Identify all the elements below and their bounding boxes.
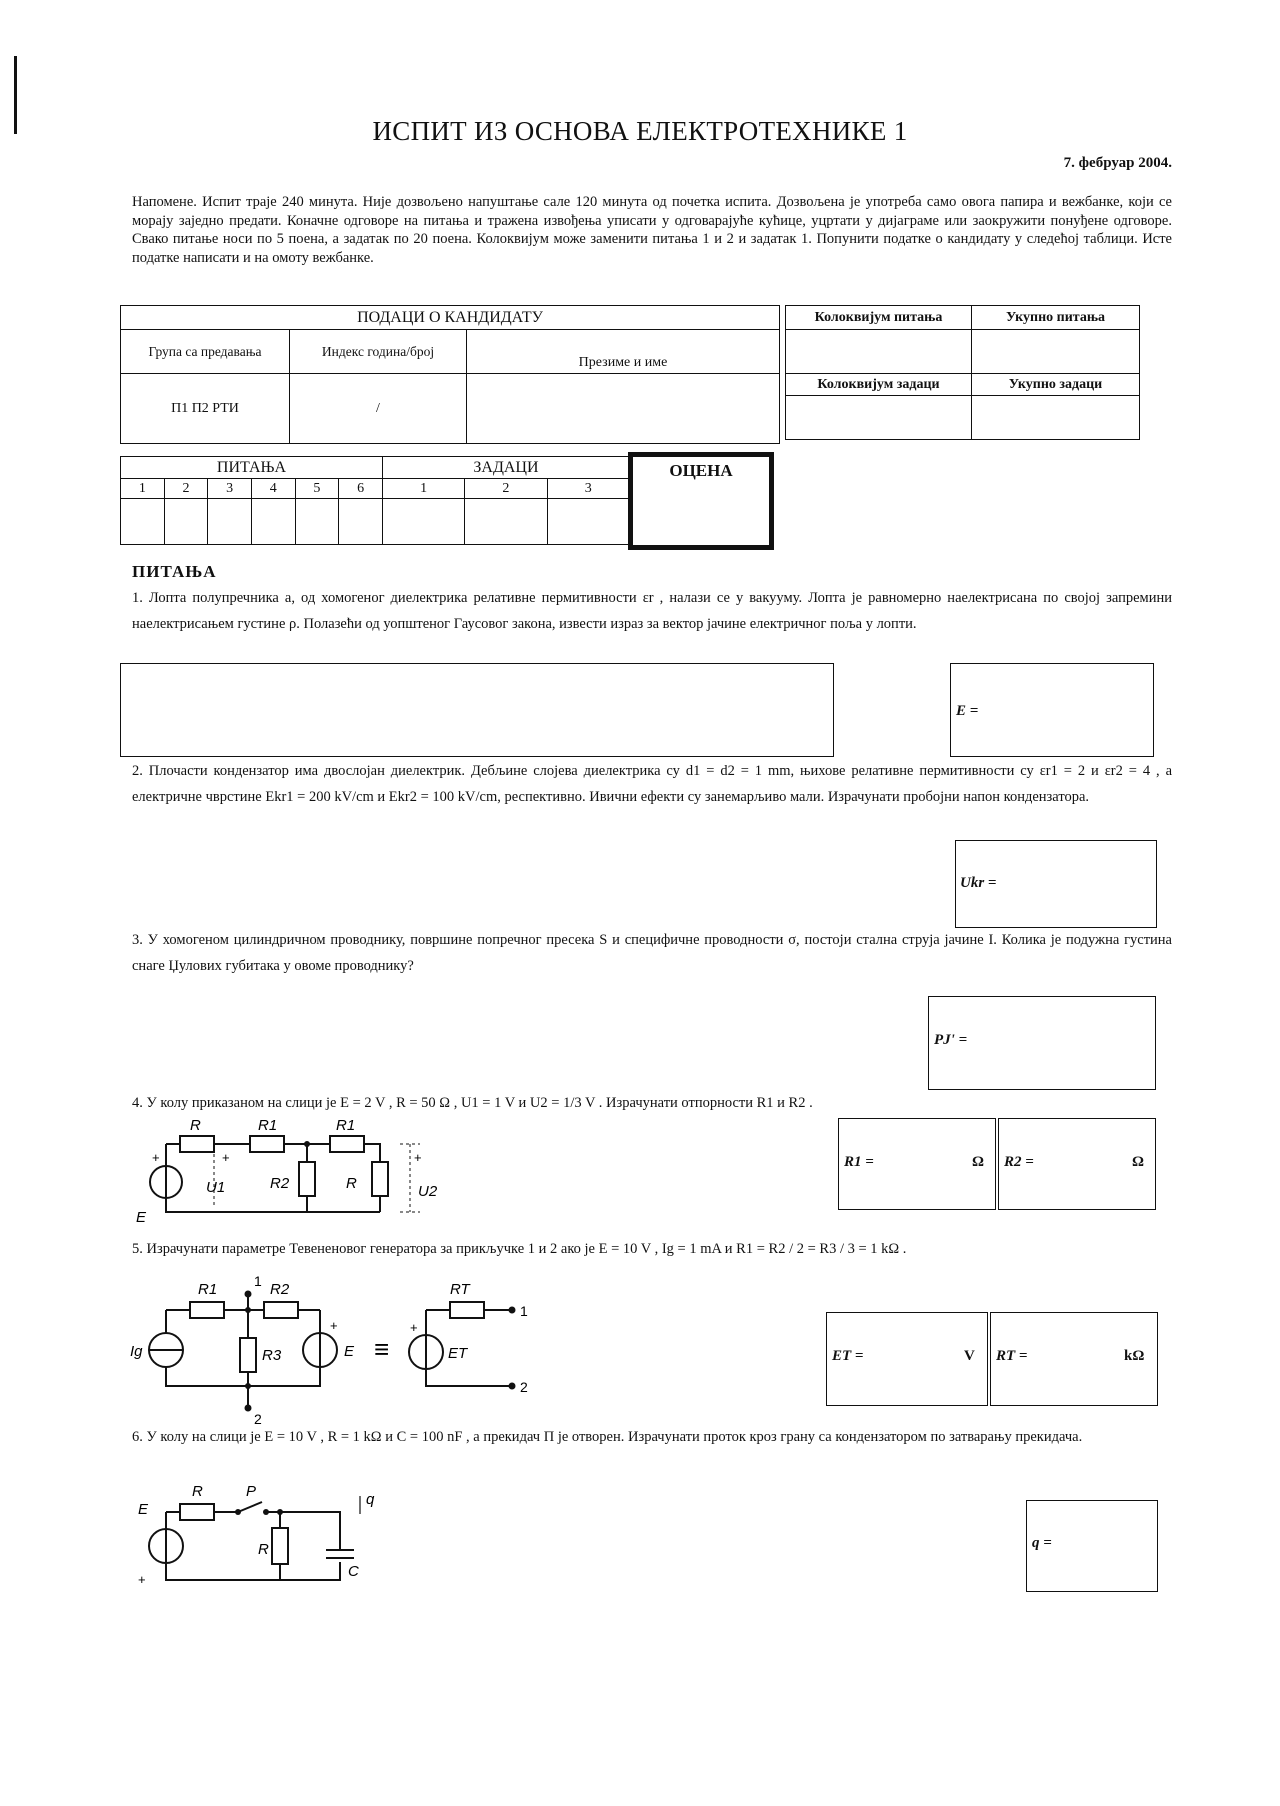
c5-label-r2: R2 bbox=[270, 1281, 290, 1298]
kolokvijum-pitanja-field[interactable] bbox=[786, 330, 972, 374]
z-score-cell[interactable] bbox=[382, 499, 464, 545]
q-number: 6 bbox=[339, 479, 383, 499]
question-4-r1-label: R1 = bbox=[844, 1154, 874, 1170]
circuit-5-diagram bbox=[130, 1266, 550, 1426]
q-score-cell[interactable] bbox=[121, 499, 165, 545]
score-grid bbox=[120, 456, 630, 545]
ukupno-zadaci-label: Укупно задаци bbox=[972, 374, 1140, 396]
c5-label-et: ET bbox=[448, 1345, 468, 1362]
grade-box[interactable]: ОЦЕНА bbox=[628, 452, 774, 550]
c5-label-out-2: 2 bbox=[520, 1379, 528, 1395]
question-2-answer-label: Ukr = bbox=[960, 875, 997, 891]
c5-label-plus: + bbox=[330, 1318, 338, 1333]
question-1-answer-label: E = bbox=[956, 703, 979, 719]
exam-notes: Напомене. Испит траје 240 минута. Није дозвољено напуштање сале 120 минута од почетка испита. Дозвољена је употреба само овога папира и вежбанке, који се морају заједно предати. Коначне одговоре на питања и тражена извођења уписати у одговарајуће кућице, уцртати у дијаграме или заокружити понуђене одговоре. Свако питање носи по 5 поена, а задатак по 20 поена. Колоквијум може заменити питања 1 и 2 и задатак 1. Попунити податке о кандидату у следећој таблици. Исте податке написати и на омоту вежбанке. bbox=[132, 194, 1172, 266]
q-score-cell[interactable] bbox=[208, 499, 252, 545]
q-number: 1 bbox=[121, 479, 165, 499]
question-5-et-unit: V bbox=[964, 1348, 975, 1364]
question-3-answer-label: PJ' = bbox=[934, 1032, 968, 1048]
question-1-work-area[interactable] bbox=[120, 663, 834, 757]
c5-label-plus-et: + bbox=[410, 1320, 418, 1335]
kolokvijum-zadaci-field[interactable] bbox=[786, 396, 972, 440]
resistor-r2 bbox=[299, 1162, 315, 1196]
question-4-r1-unit: Ω bbox=[972, 1154, 985, 1170]
resistor-r2 bbox=[264, 1302, 298, 1318]
question-4-r2-unit: Ω bbox=[1132, 1154, 1145, 1170]
name-label: Презиме и име bbox=[467, 330, 780, 374]
zadaci-heading: ЗАДАЦИ bbox=[382, 457, 629, 479]
c6-label-p: P bbox=[246, 1483, 257, 1500]
group-label: Група са предавања bbox=[121, 330, 290, 374]
c4-label-r: R bbox=[190, 1117, 201, 1134]
kolokvijum-zadaci-label: Колоквијум задаци bbox=[786, 374, 972, 396]
c5-label-rt: RT bbox=[450, 1281, 470, 1298]
q-number: 2 bbox=[164, 479, 208, 499]
c4-label-plus: + bbox=[152, 1150, 160, 1165]
z-score-cell[interactable] bbox=[465, 499, 547, 545]
question-1-answer-box[interactable] bbox=[950, 663, 1154, 757]
candidate-table bbox=[120, 305, 780, 444]
candidate-heading: ПОДАЦИ О КАНДИДАТУ bbox=[121, 306, 780, 330]
circuit-6-diagram bbox=[130, 1478, 390, 1588]
c6-label-c: C bbox=[348, 1563, 359, 1580]
question-1-text: 1. Лопта полупречника a, од хомогеног диелектрика релативне пермитивности εr , налази се у вакууму. Лопта је равномерно наелектрисана по својој запремини наелектрисањем густине ρ. Полазећи од уопштеног Гаусовог закона, извести израз за вектор јачине електричног поља у лопти. bbox=[132, 590, 1172, 632]
c4-label-plus-u1: + bbox=[222, 1150, 230, 1165]
c5-label-r3: R3 bbox=[262, 1347, 282, 1364]
z-number: 2 bbox=[465, 479, 547, 499]
c5-label-r1: R1 bbox=[198, 1281, 218, 1298]
question-6-answer-label: q = bbox=[1032, 1535, 1052, 1551]
q-score-cell[interactable] bbox=[251, 499, 295, 545]
c6-label-q: q bbox=[366, 1491, 375, 1508]
c6-label-r2: R bbox=[258, 1541, 269, 1558]
score-summary-table bbox=[785, 305, 1140, 440]
resistor-r2 bbox=[272, 1528, 288, 1564]
ukupno-pitanja-field[interactable] bbox=[972, 330, 1140, 374]
q-number: 4 bbox=[251, 479, 295, 499]
pitanja-heading: ПИТАЊА bbox=[121, 457, 383, 479]
c6-label-r: R bbox=[192, 1483, 203, 1500]
c5-label-ig: Ig bbox=[130, 1343, 143, 1360]
z-score-cell[interactable] bbox=[547, 499, 629, 545]
c4-label-plus-u2: + bbox=[414, 1150, 422, 1165]
capacitor-c bbox=[326, 1550, 354, 1558]
resistor-r3 bbox=[240, 1338, 256, 1372]
question-5-rt-label: RT = bbox=[996, 1348, 1028, 1364]
resistor-r1b bbox=[330, 1136, 364, 1152]
index-label: Индекс година/број bbox=[290, 330, 467, 374]
ukupno-pitanja-label: Укупно питања bbox=[972, 306, 1140, 330]
resistor-r1a bbox=[250, 1136, 284, 1152]
questions-heading: ПИТАЊА bbox=[132, 562, 217, 581]
switch-p bbox=[238, 1502, 262, 1512]
question-6-text: 6. У колу на слици је E = 10 V , R = 1 kΩ и C = 100 nF , а прекидач П је отворен. Израчунати проток кроз грану са кондензатором по затварању прекидача. bbox=[132, 1429, 1083, 1445]
z-number: 3 bbox=[547, 479, 629, 499]
q-number: 5 bbox=[295, 479, 339, 499]
exam-title: ИСПИТ ИЗ ОСНОВА ЕЛЕКТРОТЕХНИКЕ 1 bbox=[372, 116, 908, 146]
c4-label-u1: U1 bbox=[206, 1179, 226, 1196]
resistor-r3 bbox=[372, 1162, 388, 1196]
z-number: 1 bbox=[382, 479, 464, 499]
index-field[interactable]: / bbox=[290, 374, 467, 444]
resistor-rt bbox=[450, 1302, 484, 1318]
question-4-r2-label: R2 = bbox=[1004, 1154, 1034, 1170]
c4-label-r3: R bbox=[346, 1175, 357, 1192]
ukupno-zadaci-field[interactable] bbox=[972, 396, 1140, 440]
circuit-4-diagram bbox=[130, 1112, 440, 1224]
question-2-text: 2. Плочасти кондензатор има двослојан диелектрик. Дебљине слојева диелектрика су d1 = d2 = 1 mm, њихове релативне пермитивности су εr1 = 2 и εr2 = 4 , а електричне чврстине Ekr1 = 200 kV/cm и Ekr2 = 100 kV/cm, респективно. Ивични ефекти су занемарљиво мали. Израчунати пробојни напон кондензатора. bbox=[132, 763, 1172, 805]
c6-label-plus: + bbox=[138, 1572, 146, 1587]
c4-label-r1b: R1 bbox=[336, 1117, 356, 1134]
c4-label-r2: R2 bbox=[270, 1175, 290, 1192]
c6-label-e: E bbox=[138, 1501, 149, 1518]
resistor-r bbox=[180, 1504, 214, 1520]
c5-label-terminal-1: 1 bbox=[254, 1273, 262, 1289]
c4-label-u2: U2 bbox=[418, 1183, 438, 1200]
group-options[interactable]: П1 П2 РТИ bbox=[121, 374, 290, 444]
question-5-text: 5. Израчунати параметре Тевененовог генератора за прикључке 1 и 2 ако је E = 10 V , Ig = 1 mA и R1 = R2 / 2 = R3 / 3 = 1 kΩ . bbox=[132, 1241, 907, 1257]
q-score-cell[interactable] bbox=[295, 499, 339, 545]
c5-equivalence-sign: ≡ bbox=[374, 1334, 390, 1364]
q-number: 3 bbox=[208, 479, 252, 499]
question-4-text: 4. У колу приказаном на слици је E = 2 V , R = 50 Ω , U1 = 1 V и U2 = 1/3 V . Израчунати отпорности R1 и R2 . bbox=[132, 1095, 813, 1111]
c4-label-r1a: R1 bbox=[258, 1117, 278, 1134]
resistor-r bbox=[180, 1136, 214, 1152]
q-score-cell[interactable] bbox=[339, 499, 383, 545]
exam-date: 7. фебруар 2004. bbox=[1063, 155, 1172, 171]
question-3-text: 3. У хомогеном цилиндричном проводнику, површине попречног пресека S и специфичне проводности σ, постоји стална струја јачине I. Колика је подужна густина снаге Џулових губитака у овоме проводнику? bbox=[132, 932, 1172, 974]
c5-label-e: E bbox=[344, 1343, 355, 1360]
c5-label-terminal-2: 2 bbox=[254, 1411, 262, 1426]
q-score-cell[interactable] bbox=[164, 499, 208, 545]
name-field[interactable] bbox=[467, 374, 780, 444]
c4-label-e: E bbox=[136, 1209, 147, 1224]
resistor-r1 bbox=[190, 1302, 224, 1318]
question-5-rt-unit: kΩ bbox=[1124, 1348, 1145, 1364]
kolokvijum-pitanja-label: Колоквијум питања bbox=[786, 306, 972, 330]
question-5-et-label: ET = bbox=[832, 1348, 864, 1364]
c5-label-out-1: 1 bbox=[520, 1303, 528, 1319]
